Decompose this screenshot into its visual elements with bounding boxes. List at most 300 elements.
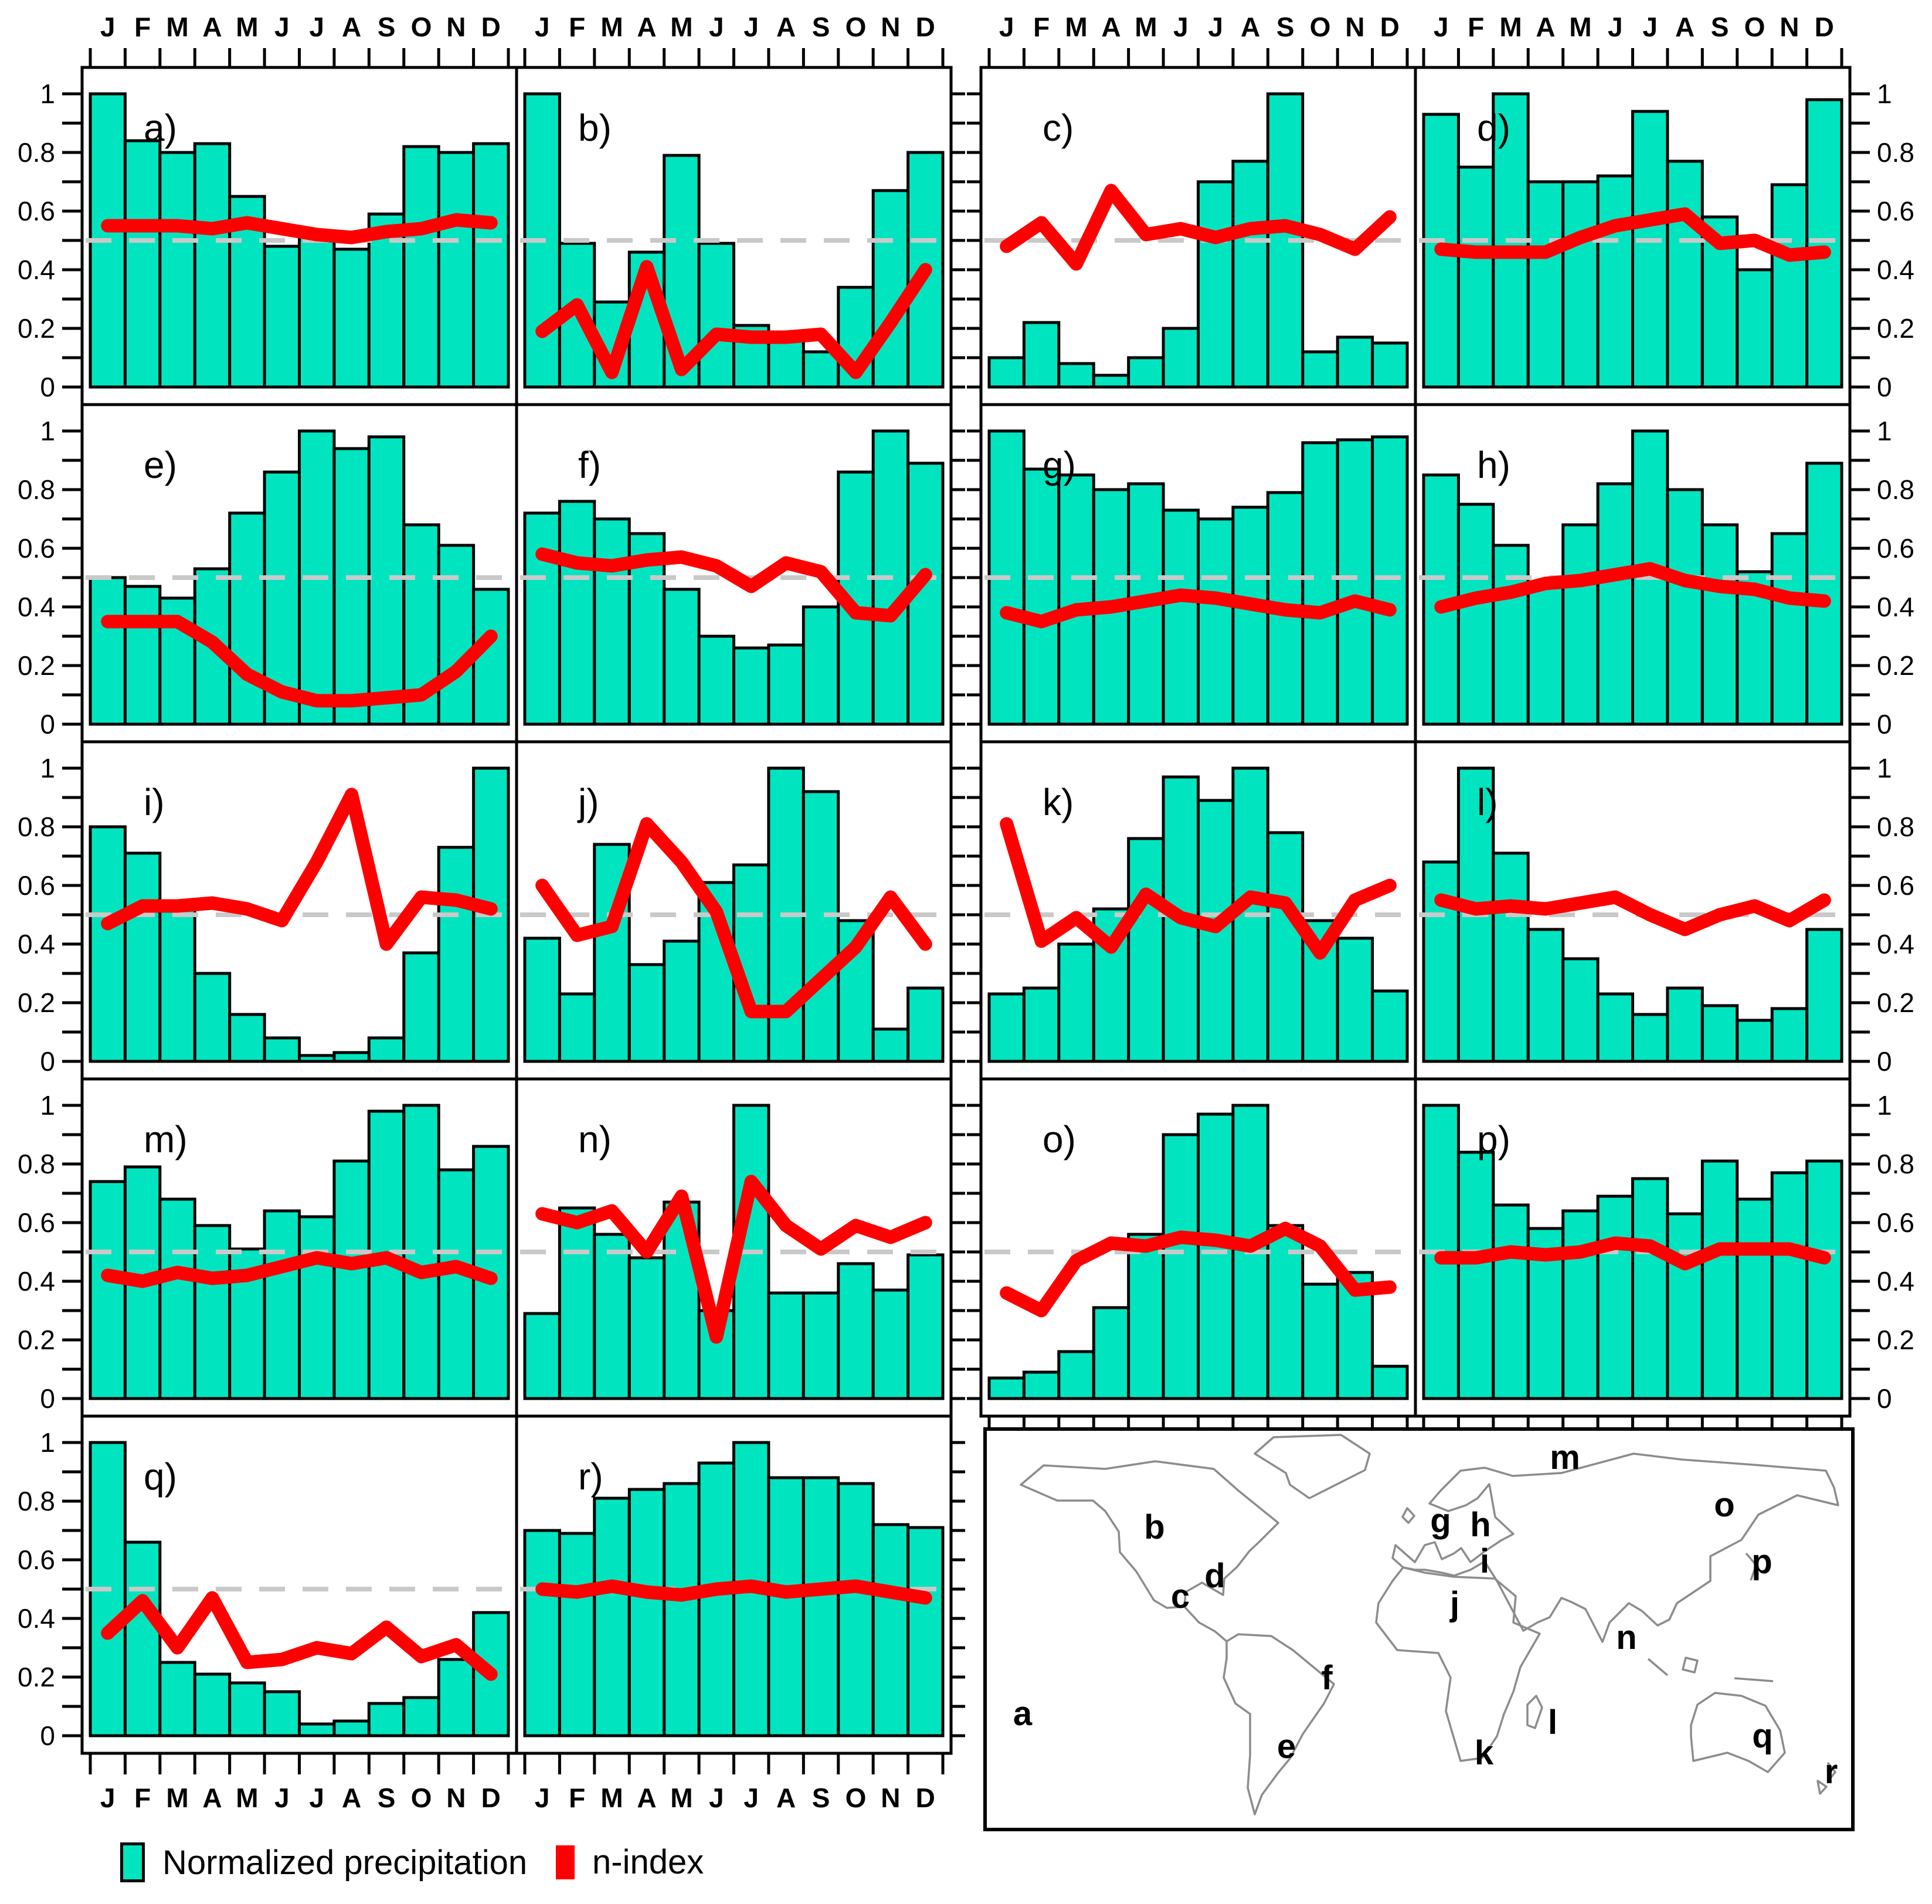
precipitation-bar — [1702, 1006, 1737, 1061]
panel-letter: g) — [1043, 444, 1076, 486]
precipitation-bar — [369, 1703, 403, 1736]
month-label-top: A — [637, 12, 657, 42]
month-label-top: N — [1780, 12, 1799, 42]
precipitation-bar — [629, 965, 664, 1061]
precipitation-bar — [404, 953, 439, 1061]
month-label-top: O — [1309, 12, 1331, 42]
y-tick-label-left: 0.8 — [18, 1149, 55, 1179]
map-site-label-r: r — [1824, 1753, 1838, 1791]
precipitation-bar — [1024, 988, 1058, 1061]
precipitation-bar — [1633, 111, 1668, 387]
month-label-top: S — [811, 12, 830, 42]
month-label-top: J — [309, 12, 325, 42]
y-tick-label-right: 1 — [1877, 753, 1892, 783]
month-label-top: M — [166, 12, 189, 42]
month-label-bottom: O — [410, 1783, 432, 1813]
month-label-top: J — [534, 12, 550, 42]
y-tick-label-right: 0.2 — [1877, 987, 1914, 1018]
y-tick-label-left: 0.4 — [18, 929, 55, 959]
precipitation-bar — [559, 501, 594, 724]
map-site-label-k: k — [1474, 1734, 1494, 1772]
month-label-top: M — [1569, 12, 1592, 42]
y-tick-label-left: 0.8 — [18, 1486, 55, 1516]
legend-label-precipitation: Normalized precipitation — [162, 1843, 528, 1882]
month-label-top: J — [999, 12, 1014, 42]
precipitation-bar — [664, 589, 699, 724]
precipitation-bar — [160, 1199, 195, 1399]
y-tick-label-right: 0.4 — [1877, 1266, 1914, 1297]
precipitation-bar — [195, 973, 229, 1061]
map-site-label-i: i — [1479, 1542, 1490, 1580]
precipitation-bar — [803, 1478, 838, 1736]
precipitation-bar — [1303, 352, 1337, 387]
y-tick-label-left: 0.2 — [18, 1662, 55, 1692]
month-label-top: D — [1814, 12, 1834, 42]
precipitation-bar — [525, 513, 559, 724]
y-tick-label-left: 0.4 — [18, 1603, 55, 1634]
panel-c — [981, 67, 1415, 405]
y-tick-label-left: 0.8 — [18, 812, 55, 842]
precipitation-bar — [769, 645, 803, 724]
precipitation-bar — [160, 906, 195, 1061]
precipitation-bar — [629, 1489, 664, 1736]
y-tick-label-left: 0.2 — [18, 650, 55, 681]
panel-letter: p) — [1477, 1118, 1510, 1160]
precipitation-bar — [559, 1533, 594, 1736]
month-label-top: J — [1208, 12, 1224, 42]
legend-label-n-index: n-index — [592, 1843, 704, 1881]
precipitation-bar — [439, 545, 473, 724]
precipitation-bar — [989, 358, 1024, 387]
month-label-top: F — [1468, 12, 1485, 42]
precipitation-bar — [1233, 507, 1268, 724]
precipitation-bar — [1337, 938, 1372, 1061]
panel-letter: c) — [1043, 107, 1074, 149]
month-label-bottom: S — [377, 1783, 396, 1813]
panel-letter: e) — [144, 444, 177, 486]
precipitation-bar — [1668, 161, 1702, 387]
precipitation-bar — [1059, 364, 1094, 387]
panel-letter: d) — [1477, 107, 1510, 149]
precipitation-bar — [369, 1038, 403, 1061]
month-label-bottom: M — [236, 1783, 259, 1813]
map-site-label-l: l — [1547, 1703, 1558, 1742]
precipitation-bar — [369, 437, 403, 724]
precipitation-bar — [1163, 510, 1198, 724]
y-tick-label-left: 0.6 — [18, 196, 55, 226]
precipitation-bar — [769, 1293, 803, 1399]
precipitation-bar — [334, 1721, 369, 1736]
precipitation-bar — [1129, 839, 1163, 1061]
n-index-swatch — [556, 1845, 575, 1879]
precipitation-bar — [439, 1170, 473, 1399]
month-label-bottom: M — [670, 1783, 693, 1813]
month-label-top: M — [670, 12, 693, 42]
precipitation-bar — [125, 586, 159, 724]
y-tick-label-left: 0.4 — [18, 592, 55, 622]
panel-b — [517, 67, 951, 405]
precipitation-bar — [873, 1029, 908, 1061]
month-label-top: J — [1607, 12, 1623, 42]
precipitation-bar — [629, 1258, 664, 1399]
precipitation-bar — [908, 988, 943, 1061]
month-label-bottom: N — [881, 1783, 901, 1813]
precipitation-bar — [803, 1293, 838, 1399]
y-tick-label-left: 1 — [40, 79, 55, 109]
panel-e — [82, 405, 517, 742]
precipitation-bar — [1702, 525, 1737, 724]
precipitation-bar — [1563, 525, 1598, 724]
precipitation-bar — [1198, 182, 1233, 387]
y-tick-label-right: 0.8 — [1877, 812, 1914, 842]
y-tick-label-right: 0.8 — [1877, 137, 1914, 168]
precipitation-bar — [439, 847, 473, 1061]
precipitation-bar — [1563, 959, 1598, 1061]
map-site-label-g: g — [1430, 1502, 1451, 1540]
precipitation-bar — [1424, 862, 1458, 1061]
precipitation-bar — [264, 1692, 299, 1736]
precipitation-bar — [699, 636, 734, 724]
panel-j — [517, 742, 951, 1079]
y-tick-label-right: 0 — [1877, 709, 1892, 739]
precipitation-bar — [1373, 991, 1407, 1061]
month-label-top: S — [377, 12, 396, 42]
month-label-top: N — [1345, 12, 1365, 42]
precipitation-bar — [334, 249, 369, 387]
month-label-top: D — [481, 12, 501, 42]
precipitation-bar — [1528, 583, 1563, 724]
precipitation-bar — [1337, 337, 1372, 387]
precipitation-bar — [404, 1698, 439, 1736]
map-site-label-a: a — [1013, 1695, 1033, 1733]
precipitation-bar — [1373, 343, 1407, 387]
y-tick-label-right: 1 — [1877, 79, 1892, 109]
panel-o — [981, 1079, 1415, 1416]
panel-letter: l) — [1477, 781, 1498, 823]
precipitation-bar — [300, 1217, 334, 1399]
month-label-top: N — [446, 12, 466, 42]
y-tick-label-left: 0 — [40, 709, 55, 739]
map-site-label-p: p — [1751, 1543, 1773, 1581]
precipitation-bar — [160, 152, 195, 387]
precipitation-swatch — [120, 1842, 145, 1882]
precipitation-bar — [1198, 1114, 1233, 1399]
month-label-bottom: N — [446, 1783, 466, 1813]
precipitation-bar — [1233, 161, 1268, 387]
precipitation-bar — [1598, 484, 1632, 724]
panel-letter: f) — [578, 444, 602, 486]
precipitation-bar — [230, 1014, 264, 1061]
y-tick-label-right: 0.2 — [1877, 313, 1914, 344]
precipitation-bar — [664, 1484, 699, 1736]
precipitation-bar — [1373, 1366, 1407, 1399]
map-site-label-o: o — [1714, 1486, 1735, 1524]
month-label-top: A — [1675, 12, 1695, 42]
panel-letter: i) — [144, 781, 165, 823]
legend-item-n-index — [556, 1842, 704, 1882]
precipitation-bar — [1807, 1161, 1842, 1399]
precipitation-bar — [1598, 1196, 1632, 1399]
y-tick-label-right: 0.6 — [1877, 1207, 1914, 1238]
precipitation-bar — [125, 141, 159, 387]
precipitation-bar — [1268, 833, 1302, 1061]
precipitation-bar — [838, 1264, 873, 1399]
panel-f — [517, 405, 951, 742]
panel-n — [517, 1079, 951, 1416]
month-label-top: M — [236, 12, 259, 42]
panel-i — [82, 742, 517, 1079]
panel-h — [1415, 405, 1850, 742]
precipitation-bar — [1024, 1372, 1058, 1399]
precipitation-bar — [300, 235, 334, 387]
precipitation-bar — [1163, 1135, 1198, 1399]
panel-letter: b) — [578, 107, 612, 149]
y-tick-label-left: 0.4 — [18, 254, 55, 285]
precipitation-bar — [1737, 1020, 1772, 1061]
precipitation-bar — [1303, 443, 1337, 724]
panel-letter: k) — [1043, 781, 1074, 823]
month-label-bottom: A — [202, 1783, 222, 1813]
map-site-label-b: b — [1144, 1508, 1165, 1546]
month-label-top: M — [1499, 12, 1522, 42]
y-tick-label-left: 1 — [40, 1090, 55, 1121]
precipitation-bar — [1772, 1009, 1807, 1061]
precipitation-bar — [1702, 1161, 1737, 1399]
month-label-top: A — [1241, 12, 1261, 42]
precipitation-bar — [264, 1211, 299, 1399]
precipitation-bar — [559, 994, 594, 1061]
month-label-top: J — [1173, 12, 1189, 42]
month-label-top: M — [1135, 12, 1157, 42]
panel-letter: n) — [578, 1118, 612, 1160]
precipitation-bar — [1458, 504, 1493, 724]
precipitation-bar — [160, 1662, 195, 1736]
precipitation-bar — [1563, 182, 1598, 387]
month-label-top: A — [1101, 12, 1121, 42]
precipitation-bar — [525, 1530, 559, 1736]
precipitation-bar — [195, 144, 229, 387]
precipitation-bar — [699, 243, 734, 387]
precipitation-bar — [1598, 994, 1632, 1061]
precipitation-bar — [1493, 1205, 1528, 1399]
panel-letter: r) — [578, 1455, 603, 1498]
precipitation-bar — [1528, 929, 1563, 1061]
precipitation-bar — [664, 941, 699, 1061]
month-label-top: O — [1744, 12, 1765, 42]
precipitation-bar — [404, 147, 439, 387]
precipitation-bar — [230, 1683, 264, 1736]
precipitation-bar — [1668, 490, 1702, 724]
map-site-label-n: n — [1616, 1618, 1637, 1657]
precipitation-bar — [908, 1528, 943, 1736]
precipitation-bar — [1598, 176, 1632, 387]
precipitation-bar — [559, 1208, 594, 1399]
panel-k — [981, 742, 1415, 1079]
y-tick-label-right: 1 — [1877, 1090, 1892, 1121]
month-label-bottom: F — [569, 1783, 586, 1813]
y-tick-label-left: 0.4 — [18, 1266, 55, 1297]
y-tick-label-right: 0.2 — [1877, 1325, 1914, 1355]
precipitation-bar — [1668, 1214, 1702, 1399]
month-label-bottom: O — [845, 1783, 867, 1813]
precipitation-bar — [1563, 1211, 1598, 1399]
map-site-label-e: e — [1276, 1727, 1296, 1766]
panel-p — [1415, 1079, 1850, 1416]
month-label-top: M — [600, 12, 623, 42]
precipitation-bar — [1772, 185, 1807, 387]
y-tick-label-right: 0.8 — [1877, 474, 1914, 505]
precipitation-bar — [1059, 944, 1094, 1061]
precipitation-bar — [1059, 1352, 1094, 1399]
precipitation-bar — [838, 1484, 873, 1736]
y-tick-label-right: 0.4 — [1877, 254, 1914, 285]
map-site-label-j: j — [1449, 1585, 1460, 1623]
map-site-label-h: h — [1470, 1506, 1491, 1544]
precipitation-bar — [195, 1674, 229, 1736]
panel-letter: m) — [144, 1118, 188, 1160]
precipitation-bar — [525, 1314, 559, 1399]
panel-m — [82, 1079, 517, 1416]
month-label-top: M — [1065, 12, 1088, 42]
y-tick-label-right: 0 — [1877, 372, 1892, 402]
month-label-top: J — [274, 12, 290, 42]
precipitation-bar — [1024, 469, 1058, 724]
precipitation-bar — [1737, 1199, 1772, 1399]
month-label-top: F — [569, 12, 586, 42]
map-site-label-m: m — [1550, 1438, 1580, 1477]
precipitation-bar — [908, 1255, 943, 1399]
month-label-top: J — [708, 12, 724, 42]
month-label-top: O — [410, 12, 432, 42]
y-tick-label-left: 0.6 — [18, 870, 55, 901]
precipitation-bar — [90, 578, 125, 724]
precipitation-bar — [1633, 1179, 1668, 1399]
map-site-label-d: d — [1204, 1557, 1225, 1595]
month-label-top: N — [881, 12, 901, 42]
month-label-bottom: S — [811, 1783, 830, 1813]
precipitation-bar — [1163, 328, 1198, 387]
precipitation-bar — [1493, 545, 1528, 724]
precipitation-bar — [873, 191, 908, 387]
precipitation-bar — [989, 1378, 1024, 1399]
y-tick-label-left: 1 — [40, 753, 55, 783]
y-tick-label-left: 0 — [40, 1383, 55, 1414]
precipitation-bar — [1668, 988, 1702, 1061]
precipitation-bar — [1807, 100, 1842, 387]
month-label-top: S — [1710, 12, 1729, 42]
panel-l — [1415, 742, 1850, 1079]
y-tick-label-left: 1 — [40, 416, 55, 446]
y-tick-label-right: 0 — [1877, 1383, 1892, 1414]
month-label-top: J — [1433, 12, 1449, 42]
y-tick-label-right: 0.8 — [1877, 1149, 1914, 1179]
panel-a — [82, 67, 517, 405]
precipitation-bar — [873, 1525, 908, 1736]
y-tick-label-left: 0.2 — [18, 987, 55, 1018]
month-label-top: A — [776, 12, 796, 42]
month-label-top: J — [743, 12, 759, 42]
month-label-top: F — [1033, 12, 1050, 42]
y-tick-label-left: 0.2 — [18, 1325, 55, 1355]
precipitation-bar — [300, 1055, 334, 1061]
y-tick-label-left: 0 — [40, 1046, 55, 1077]
y-tick-label-right: 0.4 — [1877, 929, 1914, 959]
month-label-bottom: M — [166, 1783, 189, 1813]
precipitation-bar — [1633, 1014, 1668, 1061]
precipitation-bar — [595, 519, 629, 724]
month-label-top: A — [202, 12, 222, 42]
panel-q — [82, 1416, 517, 1753]
precipitation-bar — [1094, 375, 1128, 387]
panel-d — [1415, 67, 1850, 405]
y-tick-label-right: 0.2 — [1877, 650, 1914, 681]
map-site-label-q: q — [1752, 1717, 1773, 1755]
precipitation-bar — [1458, 167, 1493, 387]
y-tick-label-left: 0.6 — [18, 1207, 55, 1238]
month-label-bottom: A — [342, 1783, 362, 1813]
month-label-bottom: J — [100, 1783, 116, 1813]
precipitation-bar — [439, 152, 473, 387]
precipitation-bar — [474, 144, 508, 387]
precipitation-bar — [334, 449, 369, 724]
precipitation-bar — [1807, 929, 1842, 1061]
precipitation-bar — [1772, 1173, 1807, 1399]
precipitation-bar — [334, 1053, 369, 1061]
precipitation-bar — [803, 792, 838, 1061]
precipitation-bar — [90, 1182, 125, 1399]
precipitation-bar — [230, 513, 264, 724]
precipitation-bar — [1458, 1152, 1493, 1399]
panel-letter: j) — [578, 781, 599, 823]
month-label-bottom: J — [309, 1783, 325, 1813]
precipitation-bar — [595, 1234, 629, 1399]
month-label-bottom: J — [743, 1783, 759, 1813]
panel-letter: q) — [144, 1455, 177, 1498]
precipitation-bar — [1129, 358, 1163, 387]
precipitation-bar — [1024, 323, 1058, 387]
month-label-top: J — [1642, 12, 1658, 42]
precipitation-bar — [734, 648, 769, 724]
month-label-bottom: F — [134, 1783, 151, 1813]
month-label-bottom: J — [274, 1783, 290, 1813]
precipitation-bar — [334, 1161, 369, 1399]
month-label-top: F — [134, 12, 151, 42]
precipitation-bar — [1094, 1308, 1128, 1399]
y-tick-label-right: 0.6 — [1877, 870, 1914, 901]
map-site-label-c: c — [1170, 1577, 1190, 1615]
y-tick-label-right: 0.6 — [1877, 533, 1914, 564]
y-tick-label-right: 0.6 — [1877, 196, 1914, 226]
month-label-bottom: D — [915, 1783, 935, 1813]
y-tick-label-left: 0.6 — [18, 1545, 55, 1575]
panel-r — [517, 1416, 951, 1753]
precipitation-bar — [1373, 437, 1407, 724]
y-tick-label-right: 0 — [1877, 1046, 1892, 1077]
precipitation-bar — [125, 1542, 159, 1736]
month-label-bottom: D — [481, 1783, 501, 1813]
y-tick-label-left: 0.8 — [18, 474, 55, 505]
precipitation-bar — [1337, 440, 1372, 724]
precipitation-bar — [1493, 853, 1528, 1061]
y-tick-label-right: 1 — [1877, 416, 1892, 446]
y-tick-label-left: 0 — [40, 372, 55, 402]
panel-letter: a) — [144, 107, 177, 149]
y-tick-label-left: 0.6 — [18, 533, 55, 564]
panel-letter: o) — [1043, 1118, 1076, 1160]
precipitation-bar — [1059, 475, 1094, 724]
month-label-top: J — [100, 12, 116, 42]
precipitation-bar — [803, 607, 838, 724]
